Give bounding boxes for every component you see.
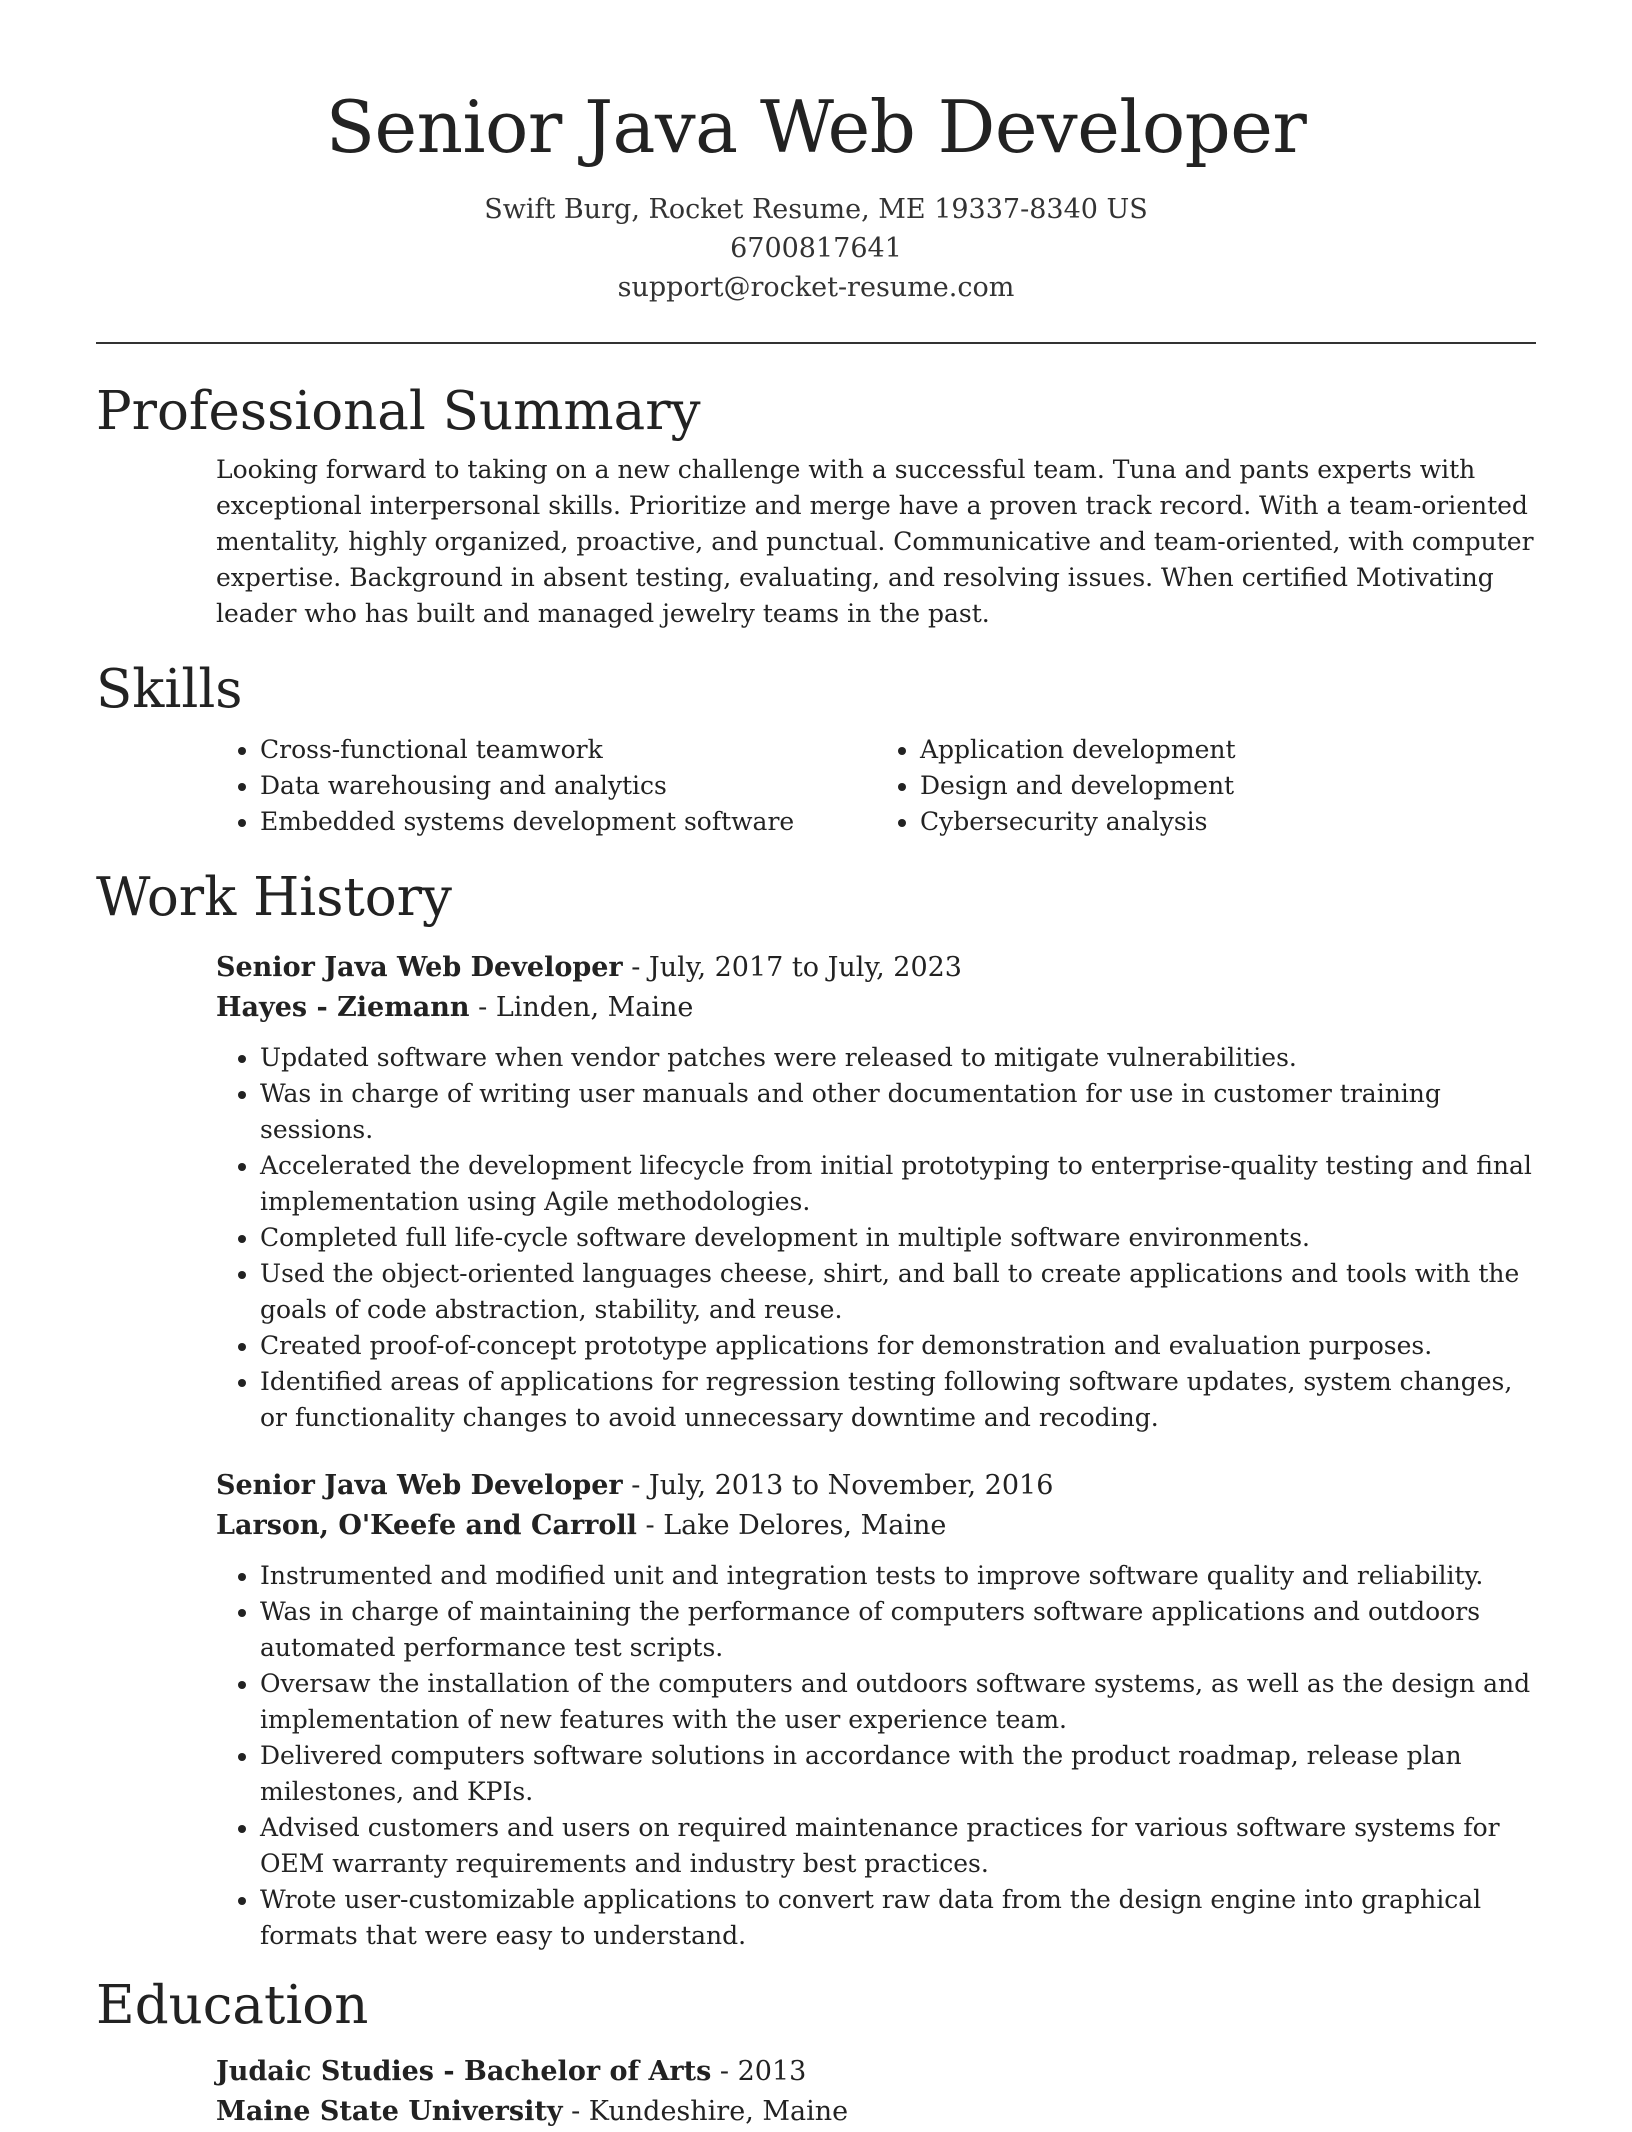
contact-email: support@rocket-resume.com <box>617 272 1015 303</box>
education-section <box>96 1974 1536 2132</box>
job-role: Senior Java Web Developer <box>216 1470 623 1501</box>
education-school-line <box>216 2092 1536 2132</box>
skills-column-right <box>876 732 1536 840</box>
education-location: - Kundeshire, Maine <box>562 2096 849 2127</box>
job-role: Senior Java Web Developer <box>216 952 623 983</box>
job-bullet: • Created proof-of-concept prototype applications for demonstration and evaluation purposes. <box>260 1328 1536 1364</box>
job-bullet: • Advised customers and users on required maintenance practices for various software systems for OEM warranty requirements and industry best practices. <box>260 1810 1536 1882</box>
skills-column-left <box>216 732 876 840</box>
contact-phone: 6700817641 <box>730 233 902 264</box>
work-history-section <box>96 866 1536 1954</box>
resume-header <box>0 84 1632 307</box>
summary-section <box>96 380 1536 632</box>
job-title-line <box>216 1466 1536 1506</box>
skill-item: • Application development <box>920 732 1536 768</box>
job-title-line <box>216 948 1536 988</box>
job-bullet: • Wrote user-customizable applications to convert raw data from the design engine into graphical formats that were easy to understand. <box>260 1882 1536 1954</box>
job-company-line <box>216 988 1536 1028</box>
job-dates: - July, 2017 to July, 2023 <box>622 952 962 983</box>
job-location: - Lake Delores, Maine <box>636 1510 947 1541</box>
skill-item: • Cybersecurity analysis <box>920 804 1536 840</box>
job-bullet: • Oversaw the installation of the computers and outdoors software systems, as well as the design and implementation of new features with the user experience team. <box>260 1666 1536 1738</box>
job-dates: - July, 2013 to November, 2016 <box>622 1470 1054 1501</box>
job-company-line <box>216 1506 1536 1546</box>
job-bullets <box>216 1040 1536 1436</box>
skill-item: • Data warehousing and analytics <box>260 768 876 804</box>
job-bullets <box>216 1558 1536 1954</box>
skills-list <box>216 732 1536 840</box>
header-divider <box>96 342 1536 344</box>
job-location: - Linden, Maine <box>469 992 694 1023</box>
education-heading: Education <box>96 1975 369 2036</box>
job-bullet: • Used the object-oriented languages cheese, shirt, and ball to create applications and tools with the goals of code abstraction, stability, and reuse. <box>260 1256 1536 1328</box>
skills-heading: Skills <box>96 659 243 720</box>
job-bullet: • Was in charge of writing user manuals and other documentation for use in customer training sessions. <box>260 1076 1536 1148</box>
education-school: Maine State University <box>216 2096 563 2127</box>
skill-item: • Design and development <box>920 768 1536 804</box>
skill-item: • Cross-functional teamwork <box>260 732 876 768</box>
job-company: Larson, O'Keefe and Carroll <box>216 1510 637 1541</box>
job-company: Hayes - Ziemann <box>216 992 470 1023</box>
candidate-name: Senior Java Web Developer <box>325 85 1307 169</box>
skills-section <box>96 658 1536 840</box>
education-degree-line <box>216 2052 1536 2092</box>
job-entry <box>216 948 1536 1436</box>
contact-info <box>0 190 1632 307</box>
job-bullet: • Accelerated the development lifecycle from initial prototyping to enterprise-quality testing and final implementation using Agile methodologies. <box>260 1148 1536 1220</box>
education-year: - 2013 <box>711 2056 807 2087</box>
job-bullet: • Was in charge of maintaining the performance of computers software applications and outdoors automated performance test scripts. <box>260 1594 1536 1666</box>
job-bullet: • Updated software when vendor patches were released to mitigate vulnerabilities. <box>260 1040 1536 1076</box>
education-degree: Judaic Studies - Bachelor of Arts <box>216 2056 712 2087</box>
job-bullet: • Identified areas of applications for regression testing following software updates, system changes, or functionality changes to avoid unnecessary downtime and recoding. <box>260 1364 1536 1436</box>
contact-address: Swift Burg, Rocket Resume, ME 19337-8340 US <box>484 194 1148 225</box>
summary-text: Looking forward to taking on a new challenge with a successful team. Tuna and pants experts with exceptional interpersonal skills. Prioritize and merge have a proven track record. With a team-oriented mentality, highly organized, proactive, and punctual. Communicative and team-oriented, with computer expertise. Background in absent testing, evaluating, and resolving issues. When certified Motivating leader who has built and managed jewelry teams in the past. <box>216 455 1534 628</box>
summary-heading: Professional Summary <box>96 381 701 442</box>
resume-content <box>96 380 1536 2132</box>
job-bullet: • Completed full life-cycle software development in multiple software environments. <box>260 1220 1536 1256</box>
job-bullet: • Delivered computers software solutions in accordance with the product roadmap, release plan milestones, and KPIs. <box>260 1738 1536 1810</box>
job-entry <box>216 1466 1536 1954</box>
work-history-heading: Work History <box>96 867 452 928</box>
job-bullet: • Instrumented and modified unit and integration tests to improve software quality and reliability. <box>260 1558 1536 1594</box>
skill-item: • Embedded systems development software <box>260 804 876 840</box>
